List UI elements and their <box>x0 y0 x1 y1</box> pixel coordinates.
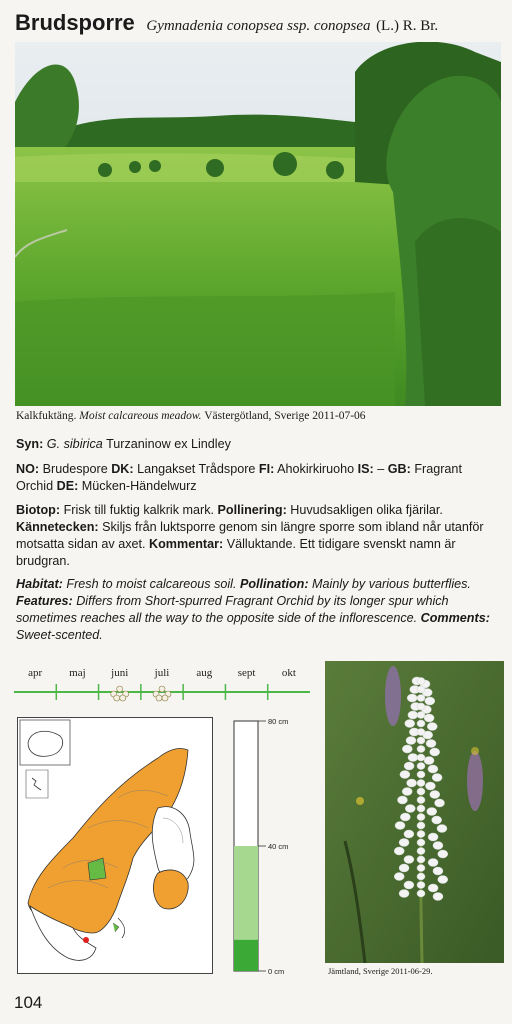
height-scale <box>232 717 312 975</box>
page-number: 104 <box>14 993 43 1012</box>
latin-author: (L.) R. Br. <box>376 18 439 34</box>
latin-name: Gymnadenia conopsea ssp. conopsea <box>146 18 371 34</box>
swedish-description: Biotop: Frisk till fuktig kalkrik mark. Pollinering: Huvudsakligen olika fjärilar. Kännetecken: Skiljs från luktsporre genom sin längre sporre som ibland når utanför motsatta sidan av axet. Kommentar: Välluktande. Ett tidigare svenskt namn är brudgran. <box>16 503 484 568</box>
distribution-map <box>17 717 213 974</box>
month-label: juni <box>111 667 129 679</box>
meadow-photo <box>15 42 501 406</box>
month-label: maj <box>69 667 86 679</box>
height-label-bottom: 0 cm <box>268 967 285 975</box>
meadow-photo-caption: Kalkfuktäng. Moist calcareous meadow. Västergötland, Sverige 2011-07-06 <box>16 410 366 422</box>
flowering-calendar <box>14 662 310 710</box>
height-range-light <box>234 846 258 940</box>
orchid-photo <box>325 661 504 963</box>
common-name: Brudsporre <box>15 10 135 35</box>
month-label: aug <box>196 667 213 679</box>
orchid-flower-icon <box>111 686 129 701</box>
location-marker <box>83 937 89 943</box>
orchid-photo-caption: Jämtland, Sverige 2011-06-29. <box>328 966 433 976</box>
height-range-dark <box>234 940 258 971</box>
faroe-inset <box>26 770 48 798</box>
month-label: apr <box>28 667 43 679</box>
height-label-top: 80 cm <box>268 717 289 726</box>
meadow-illustration <box>15 42 501 406</box>
height-label-mid: 40 cm <box>268 842 289 851</box>
iceland-outline <box>28 731 63 756</box>
month-label: juli <box>154 667 170 679</box>
orchid-flower-icon <box>153 686 171 701</box>
english-description: Habitat: Fresh to moist calcareous soil. Pollination: Mainly by various butterflies. Features: Differs from Short-spurred Fragrant Orchid by its longer spur which sometimes reaches all the way to the opposite side of the inflorescence. Comments: Sweet-scented. <box>16 577 490 642</box>
synonym-line: Syn: G. sibirica Turzaninow ex Lindley <box>16 437 231 451</box>
page-title <box>15 10 438 36</box>
month-label: okt <box>281 667 296 679</box>
month-label: sept <box>237 667 256 679</box>
vernacular-names: NO: Brudespore DK: Langakset Trådspore FI: Ahokirkiruoho IS: – GB: Fragrant Orchid DE: Mücken-Händelwurz <box>16 462 462 493</box>
